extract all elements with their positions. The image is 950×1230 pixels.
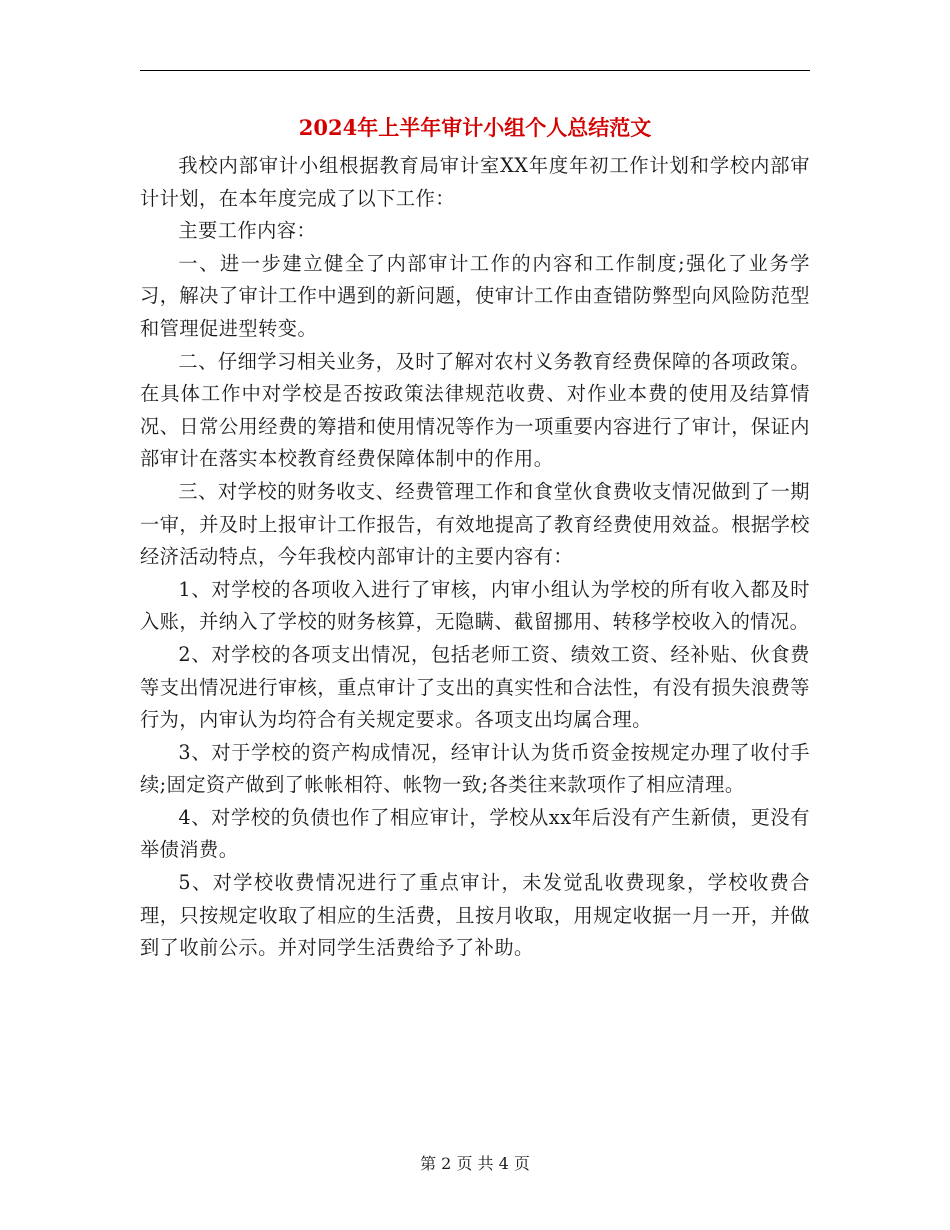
paragraph-subitem-1: 1、对学校的各项收入进行了审核，内审小组认为学校的所有收入都及时入账，并纳入了学校的财务核算，无隐瞒、截留挪用、转移学校收入的情况。 xyxy=(140,577,810,634)
paragraph-subitem-2: 2、对学校的各项支出情况，包括老师工资、绩效工资、经补贴、伙食费等支出情况进行审核，重点审计了支出的真实性和合法性，有没有损失浪费等行为，内审认为均符合有关规定要求。各项支出均属合理。 xyxy=(140,642,810,732)
paragraph-item-3: 三、对学校的财务收支、经费管理工作和食堂伙食费收支情况做到了一期一审，并及时上报审计工作报告，有效地提高了教育经费使用效益。根据学校经济活动特点，今年我校内部审计的主要内容有： xyxy=(140,479,810,569)
paragraph-subitem-4: 4、对学校的负债也作了相应审计，学校从xx年后没有产生新债，更没有举债消费。 xyxy=(140,805,810,862)
paragraph-intro: 我校内部审计小组根据教育局审计室XX年度年初工作计划和学校内部审计计划，在本年度完成了以下工作： xyxy=(140,154,810,210)
paragraph-subitem-5: 5、对学校收费情况进行了重点审计，未发觉乱收费现象，学校收费合理，只按规定收取了相应的生活费，且按月收取，用规定收据一月一开，并做到了收前公示。并对同学生活费给予了补助。 xyxy=(140,871,810,960)
header-rule xyxy=(140,70,810,71)
document-body xyxy=(140,150,810,965)
paragraph-item-1: 一、进一步建立健全了内部审计工作的内容和工作制度;强化了业务学习，解决了审计工作中遇到的新问题，使审计工作由查错防弊型向风险防范型和管理促进型转变。 xyxy=(140,251,810,340)
page-number-footer: 第 2 页 共 4 页 xyxy=(420,1154,530,1173)
paragraph-subitem-3: 3、对于学校的资产构成情况，经审计认为货币资金按规定办理了收付手续;固定资产做到了帐帐相符、帐物一致;各类往来款项作了相应清理。 xyxy=(140,740,810,797)
document-title: 2024年上半年审计小组个人总结范文 xyxy=(298,115,652,140)
paragraph-item-2: 二、仔细学习相关业务，及时了解对农村义务教育经费保障的各项政策。在具体工作中对学校是否按政策法律规范收费、对作业本费的使用及结算情况、日常公用经费的筹措和使用情况等作为一项重要内容进行了审计，保证内部审计在落实本校教育经费保障体制中的作用。 xyxy=(140,349,810,471)
paragraph-main-work-heading: 主要工作内容： xyxy=(178,219,317,243)
